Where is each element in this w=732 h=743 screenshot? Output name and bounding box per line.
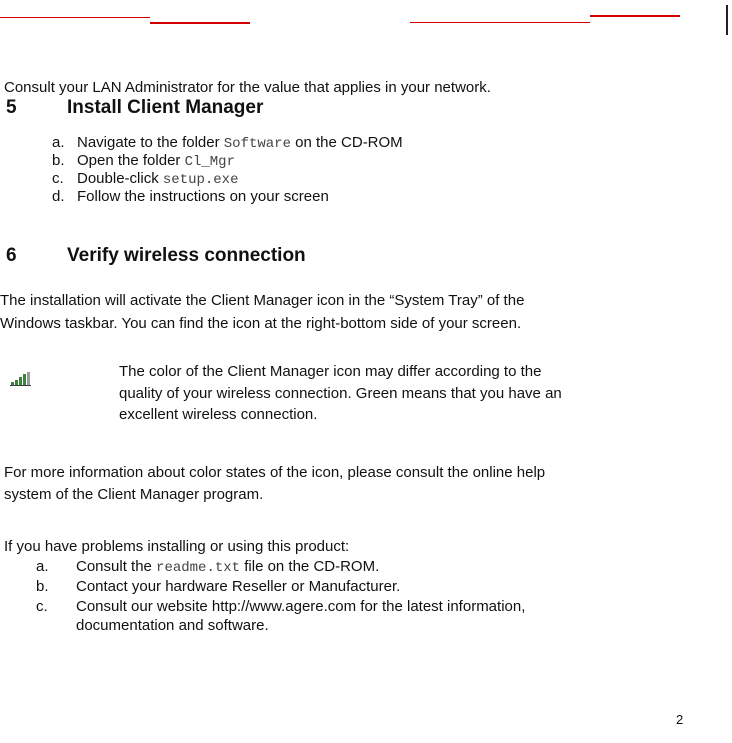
paragraph-line: For more information about color states of the icon, please consult the online help: [4, 464, 546, 481]
list-item-continuation: [76, 617, 269, 635]
list-label: b.: [36, 578, 49, 595]
list-label: a.: [52, 134, 65, 151]
list-label: c.: [36, 598, 48, 615]
header-rule-right-accent: [590, 15, 680, 17]
list-text: documentation and software.: [76, 617, 269, 634]
list-text: Consult our website http://www.agere.com for the latest information,: [76, 598, 526, 615]
paragraph-line: system of the Client Manager program.: [4, 486, 264, 503]
list-label: a.: [36, 558, 49, 575]
list-label: c.: [52, 170, 64, 187]
list-text: Consult the: [76, 558, 157, 575]
problems-lead: If you have problems installing or using this product:: [4, 538, 350, 555]
file-name: readme.txt: [156, 560, 241, 576]
list-label: b.: [52, 152, 65, 169]
section-number: 6: [6, 245, 17, 266]
page-number: 2: [676, 712, 684, 727]
file-name: setup.exe: [162, 172, 239, 188]
intro-text: Consult your LAN Administrator for the value that applies in your network.: [4, 79, 491, 96]
list-text: Contact your hardware Reseller or Manufacturer.: [76, 578, 401, 595]
list-text-suffix: file on the CD-ROM.: [240, 558, 380, 575]
header-margin-bar: [726, 5, 728, 35]
note-line: quality of your wireless connection. Green means that you have an: [119, 385, 562, 402]
section-title: Install Client Manager: [67, 97, 264, 118]
folder-name: Cl_Mgr: [184, 154, 235, 170]
list-text: Navigate to the folder: [77, 134, 224, 151]
signal-strength-icon: [10, 372, 32, 386]
note-line: excellent wireless connection.: [119, 406, 318, 423]
section-number: 5: [6, 97, 17, 118]
list-text: Open the folder: [77, 152, 185, 169]
header-rule-left: [0, 17, 150, 18]
list-text-suffix: on the CD-ROM: [290, 134, 403, 151]
section-title: Verify wireless connection: [67, 245, 306, 266]
list-text: Follow the instructions on your screen: [77, 188, 329, 205]
list-label: d.: [52, 188, 65, 205]
paragraph-line: Windows taskbar. You can find the icon at the right-bottom side of your screen.: [0, 315, 522, 332]
header-rule-right: [410, 22, 590, 23]
folder-name: Software: [223, 136, 291, 152]
list-text: Double-click: [77, 170, 163, 187]
header-rule-left-accent: [150, 22, 250, 24]
paragraph-line: The installation will activate the Client Manager icon in the “System Tray” of the: [0, 292, 525, 309]
note-line: The color of the Client Manager icon may differ according to the: [119, 363, 542, 380]
